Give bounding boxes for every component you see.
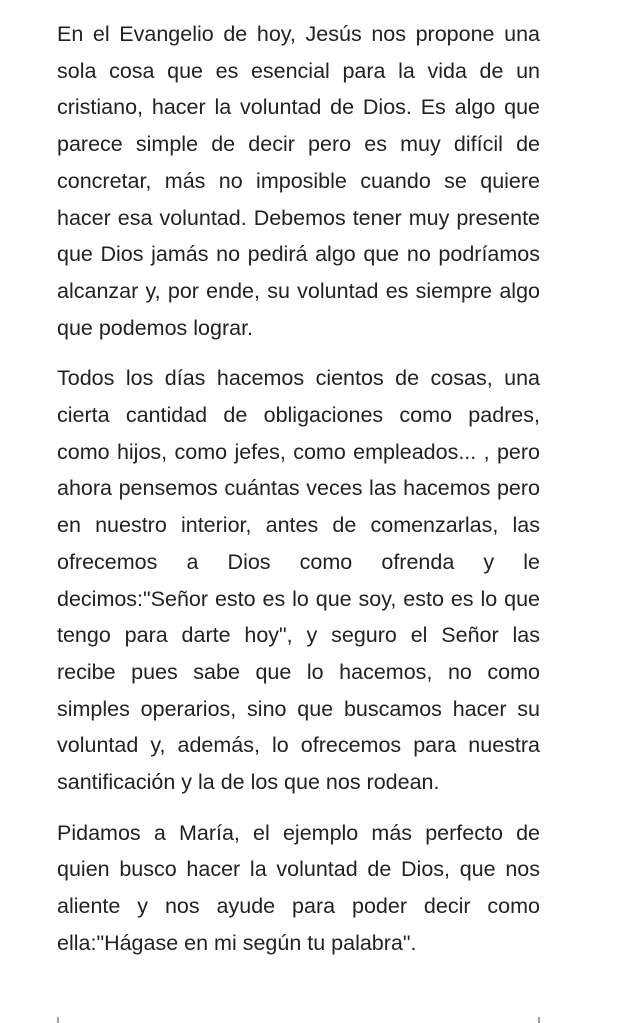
paragraph-3: Pidamos a María, el ejemplo más perfecto de quien busco hacer la voluntad de Dios, que nos aliente y nos ayude para poder decir como ella:"Hágase en mi según tu palabra".	[57, 820, 540, 955]
paragraph-1: En el Evangelio de hoy, Jesús nos propone una sola cosa que es esencial para la vida de un cristiano, hacer la voluntad de Dios. Es algo que parece simple de decir pero es muy difícil de concretar, más no imposible cuando se quiere hacer esa voluntad. Debemos tener muy presente que Dios jamás no pedirá algo que no podríamos alcanzar y, por ende, su voluntad es siempre algo que podemos lograr.	[57, 22, 540, 340]
card-edge-right	[538, 1017, 540, 1023]
card-edge-left	[57, 1017, 59, 1023]
paragraph-2: Todos los días hacemos cientos de cosas, una cierta cantidad de obligaciones como padres, como hijos, como jefes, como empleados... , pero ahora pensemos cuántas veces las hacemos pero en nuestro interior, antes de comenzarlas, las ofrecemos a Dios como ofrenda y le decimos:"Señor esto es lo que soy, esto es lo que tengo para darte hoy", y seguro el Señor las recibe pues sabe que lo hacemos, no como simples operarios, sino que buscamos hacer su voluntad y, además, lo ofrecemos para nuestra santificación y la de los que nos rodean.	[57, 366, 540, 795]
article-body	[57, 16, 540, 976]
